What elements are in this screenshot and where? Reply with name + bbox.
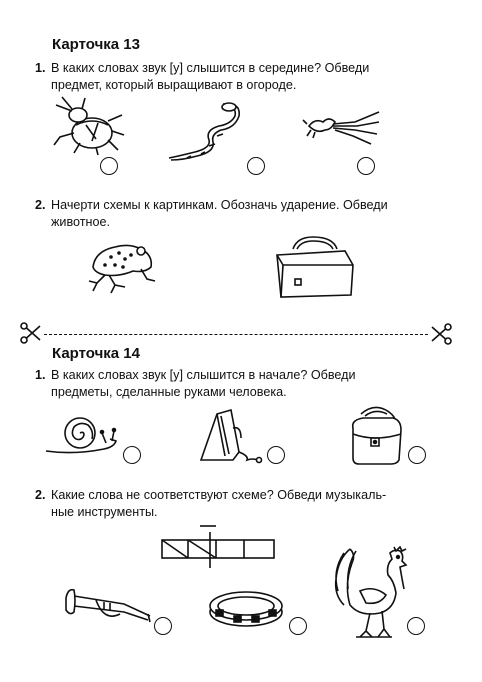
answer-circle[interactable] — [357, 157, 375, 175]
snail-icon — [44, 413, 119, 455]
handbag-icon — [347, 404, 405, 466]
card-14-task-1 — [35, 367, 455, 401]
trumpet-icon — [64, 586, 152, 628]
task-number: 1. — [35, 61, 46, 75]
task-number: 2. — [35, 488, 46, 502]
task-text-line-1: В каких словах звук [у] слышится в середине? Обведи — [51, 61, 370, 75]
task-number: 1. — [35, 368, 46, 382]
answer-circle[interactable] — [267, 446, 285, 464]
task-number: 2. — [35, 198, 46, 212]
task-text-line-1: Начерти схемы к картинкам. Обозначь ударение. Обведи — [51, 198, 388, 212]
answer-circle[interactable] — [408, 446, 426, 464]
task-text-line-2: животное. — [51, 215, 110, 229]
task-text-line-2: ные инструменты. — [51, 505, 158, 519]
card-13-task-2 — [35, 197, 455, 231]
beetle-icon — [52, 95, 127, 155]
card-14-title: Карточка 14 — [52, 345, 140, 362]
scissors-icon — [430, 323, 452, 345]
answer-circle[interactable] — [154, 617, 172, 635]
task-text-line-2: предметы, сделанные руками человека. — [51, 385, 287, 399]
answer-circle[interactable] — [247, 157, 265, 175]
snake-icon — [165, 100, 245, 162]
task-text-line-1: Какие слова не соответствуют схеме? Обведи музыкаль- — [51, 488, 387, 502]
task-text-line-1: В каких словах звук [у] слышится в начале? Обведи — [51, 368, 356, 382]
card-14-task-2 — [35, 487, 455, 521]
sound-scheme — [160, 524, 280, 568]
card-13-title: Карточка 13 — [52, 36, 140, 53]
answer-circle[interactable] — [100, 157, 118, 175]
card-13-task-1 — [35, 60, 455, 94]
answer-circle[interactable] — [289, 617, 307, 635]
bag-icon — [273, 235, 355, 300]
task-text-line-2: предмет, который выращивают в огороде. — [51, 78, 297, 92]
frog-icon — [85, 237, 157, 295]
iron-icon — [197, 408, 265, 466]
rooster-icon — [330, 545, 410, 641]
tambourine-icon — [206, 586, 286, 632]
answer-circle[interactable] — [123, 446, 141, 464]
onion-icon — [305, 108, 380, 148]
answer-circle[interactable] — [407, 617, 425, 635]
cut-line — [44, 334, 428, 335]
scissors-icon — [20, 322, 42, 344]
